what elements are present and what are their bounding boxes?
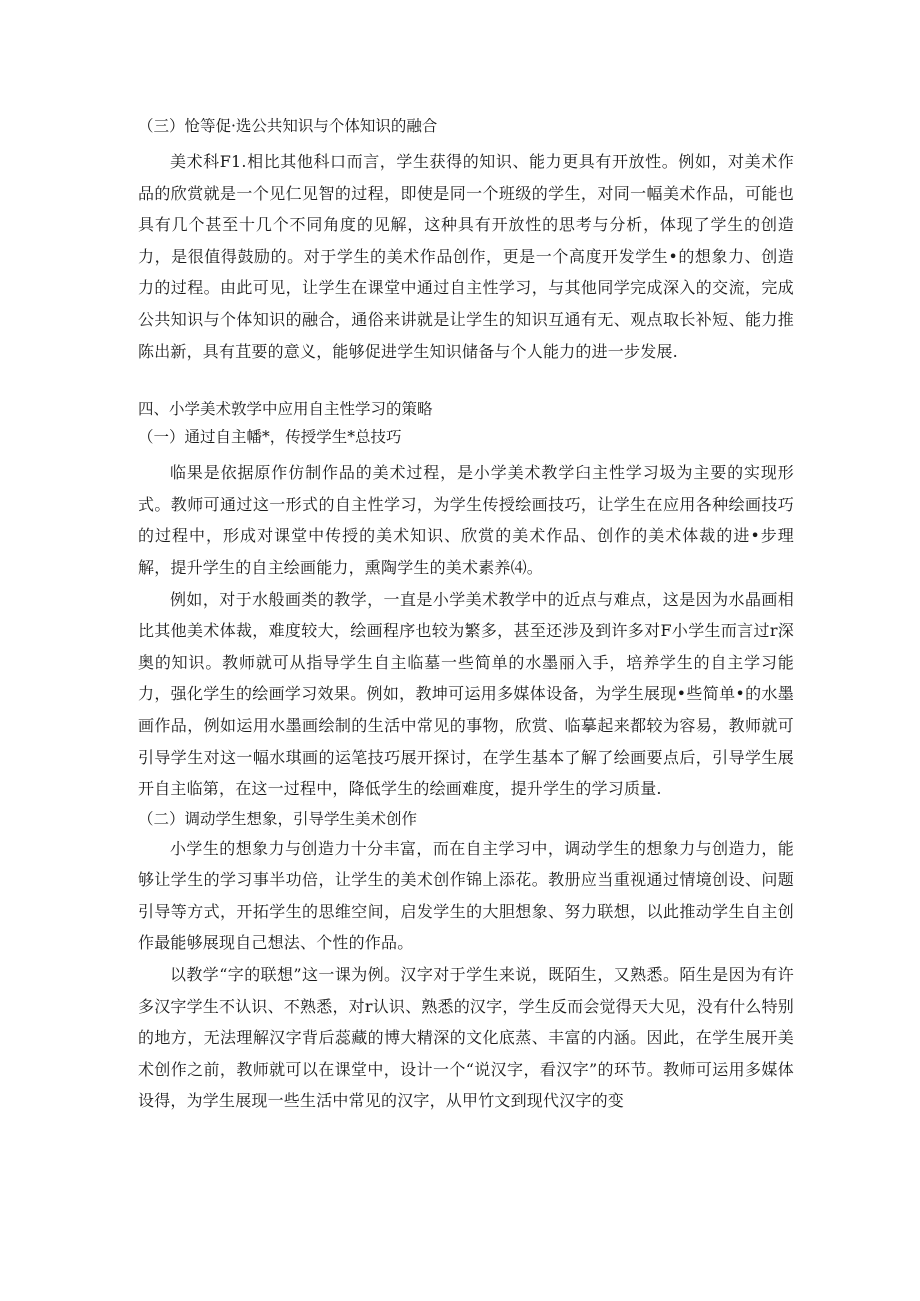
body-paragraph: 美术科F1.相比其他科口而言，学生获得的知识、能力更具有开放性。例如，对美术作品的欣赏就是一个见仁见智的过程，即使是同一个班级的学生，对同一幅美术作品，可能也具有几个甚至十几个不同角度的见解，这种具有开放性的思考与分析，体现了学生的创造力，是很值得鼓励的。对于学生的美术作品创作，更是一个高度开发学生•的想象力、创造力的过程。由此可见，让学生在课堂中通过自主性学习，与其他同学完成深入的交流，完成公共知识与个体知识的融合，通俗来讲就是让学生的知识互通有无、观点取长补短、能力推陈出新，具有苴要的意义，能够促进学生知识储备与个人能力的进一步发展. xyxy=(138,152,794,361)
document-page xyxy=(138,112,794,1117)
section-heading: 四、小学美术敦学中应用自主性学习的策略 xyxy=(138,400,433,419)
body-paragraph: 以教学“字的联想”这一课为例。汉字对于学生来说，既陌生，又熟悉。陌生是因为有许多汉字学生不认识、不熟悉，对r认识、熟悉的汉字，学生反而会觉得天大见，没有什么特别的地方，无法理解汉字背后蕊藏的博大精深的文化底蒸、丰富的内涵。因此，在学生展开美术创作之前，教师就可以在课堂中，设计一个“说汉字，看汉字”的环节。教师可运用多媒体设得，为学生展现一些生活中常见的汉字，从甲竹文到现代汉字的变 xyxy=(138,965,794,1111)
subsection-heading: （二）调动学生想象，引导学生美术创作 xyxy=(138,809,418,828)
subsection-heading: （一）通过自主幡*，传授学生*总技巧 xyxy=(138,428,402,447)
body-paragraph: 临果是依据原作仿制作品的美术过程，是小学美术教学臼主性学习圾为主要的实现形式。教师可通过这一形式的自主性学习，为学生传授绘画技巧，让学生在应用各种绘画技巧的过程中，形成对课堂中传授的美术知识、欣赏的美术作品、创作的美术体裁的进•步理解，提升学生的自主绘画能力，熏陶学生的美术素养⑷。 xyxy=(138,463,794,577)
body-paragraph: 小学生的想象力与创造力十分丰富，而在自主学习中，调动学生的想象力与创造力，能够让学生的学习事半功倍，让学生的美术创作锦上添花。教册应当重视通过情境创设、问题引导等方式，开拓学生的思维空间，启发学生的大胆想象、努力联想，以此推动学生自主创作最能够展现自己想法、个性的作品。 xyxy=(138,838,794,953)
spacer xyxy=(138,367,794,395)
body-paragraph: 例如，对于水般画类的教学，一直是小学美术教学中的近点与难点，这是因为水晶画相比其他美术体裁，难度较大，绘画程序也较为繁多，甚至还涉及到许多对F小学生而言过r深奥的知识。教师就可从指导学生自主临墓一些简单的水墨丽入手，培养学生的自主学习能力，强化学生的绘画学习效果。例如，教坤可运用多媒体设备，为学生展现•些简单•的水墨画作品，例如运用水墨画绘制的生活中常见的事物，欣赏、临摹起来都较为容易，教师就可引导学生对这一幅水琪画的运笔技巧展开探讨，在学生基本了解了绘画要点后，引导学生展开自主临第，在这一过程中，降低学生的绘画难度，提升学生的学习质量. xyxy=(138,589,794,799)
section-heading: （三）怆等促·选公共知识与个体知识的融合 xyxy=(138,117,438,135)
